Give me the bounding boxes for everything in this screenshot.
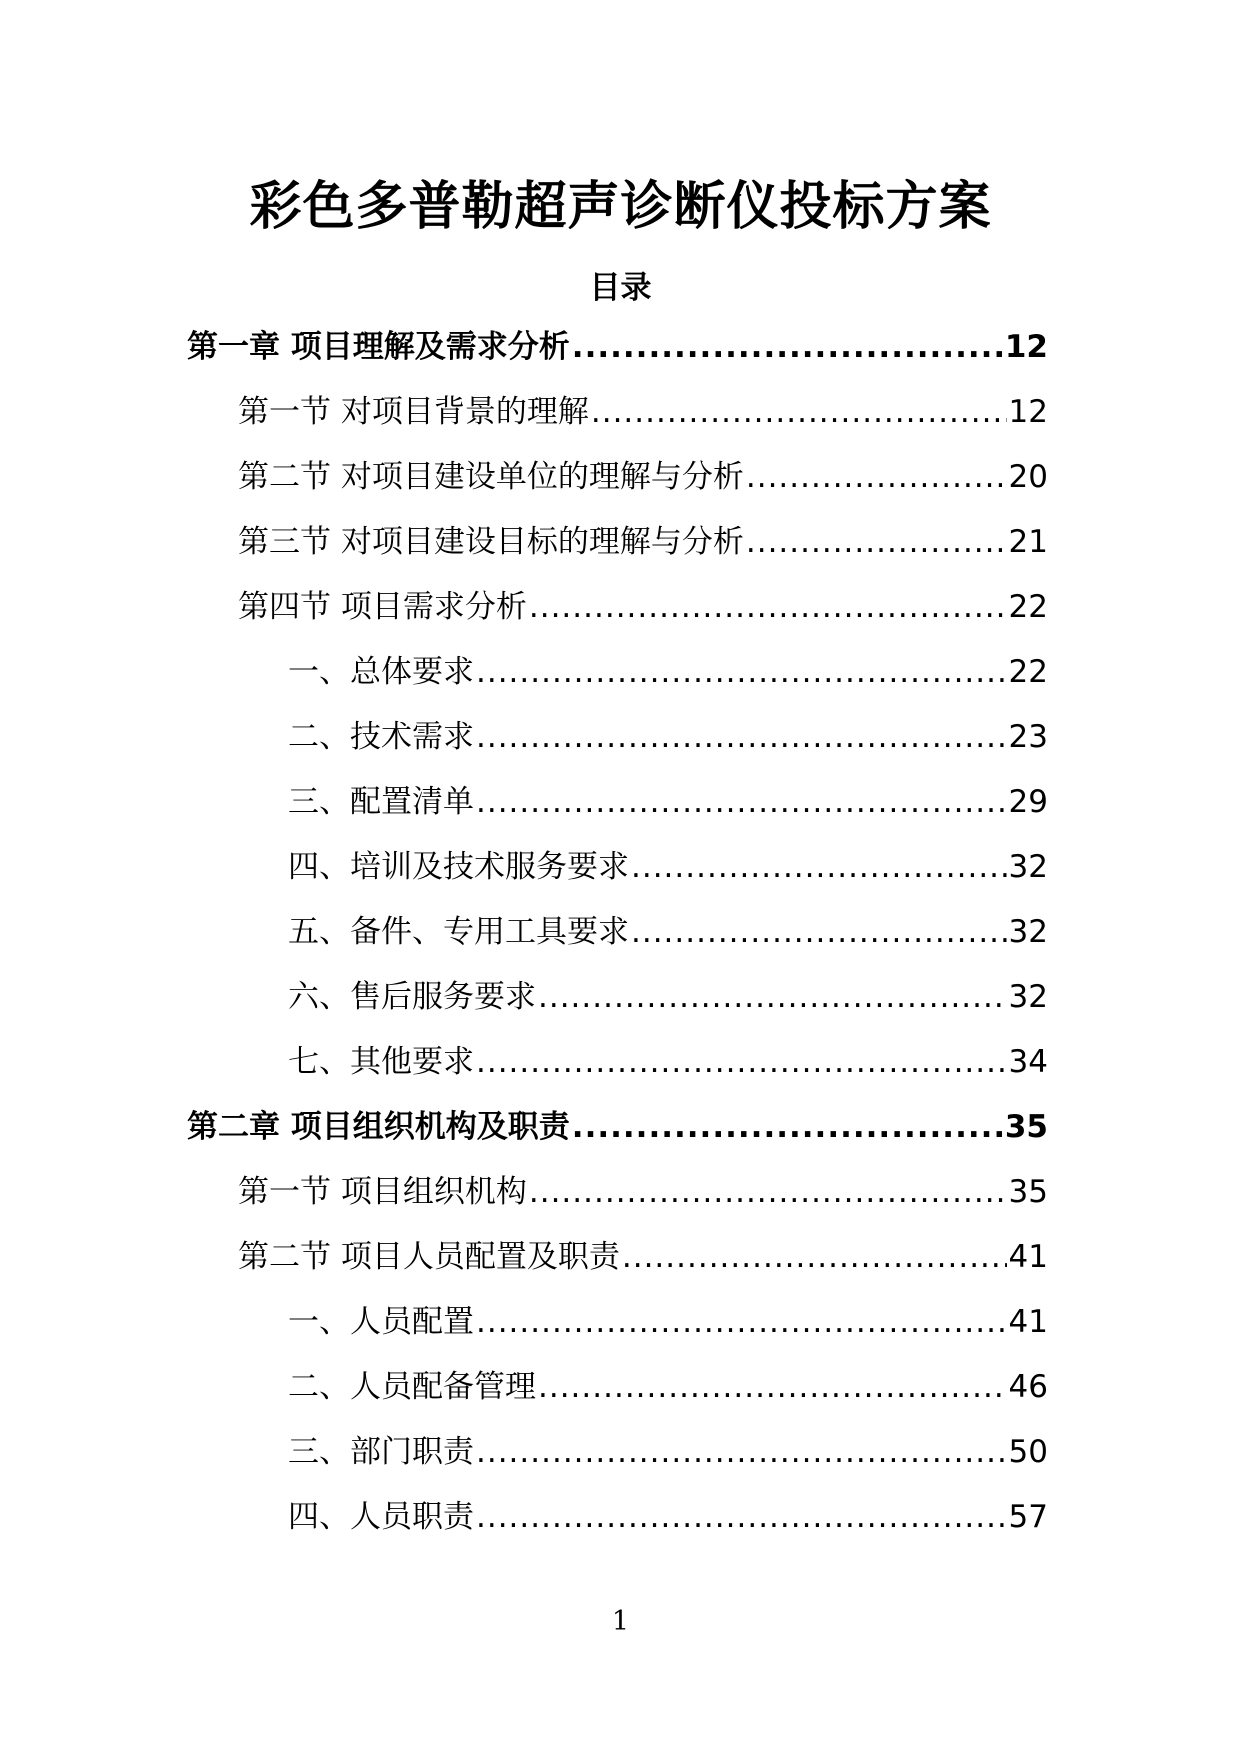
toc-entry[interactable] bbox=[238, 1170, 1048, 1214]
toc-entry-page: 32 bbox=[1008, 914, 1048, 950]
toc-dot-leader bbox=[538, 1365, 1007, 1409]
toc-entry-label: 第一章 项目理解及需求分析 bbox=[187, 329, 570, 365]
toc-entry-page: 20 bbox=[1008, 459, 1048, 495]
toc-entry-label: 第四节 项目需求分析 bbox=[238, 589, 527, 625]
toc-entry[interactable] bbox=[238, 520, 1048, 564]
toc-entry[interactable] bbox=[288, 975, 1048, 1019]
toc-entry[interactable] bbox=[288, 1300, 1048, 1344]
toc-dot-leader bbox=[529, 585, 1007, 629]
toc-entry[interactable] bbox=[288, 1365, 1048, 1409]
toc-entry-label: 二、技术需求 bbox=[288, 719, 474, 755]
toc-entry[interactable] bbox=[288, 780, 1048, 824]
toc-dot-leader bbox=[476, 715, 1007, 759]
toc-entry-label: 一、人员配置 bbox=[288, 1304, 474, 1340]
toc-entry-page: 41 bbox=[1008, 1239, 1048, 1275]
toc-entry-page: 50 bbox=[1008, 1434, 1048, 1470]
toc-entry-page: 12 bbox=[1008, 394, 1048, 430]
toc-entry-label: 三、部门职责 bbox=[288, 1434, 474, 1470]
toc-dot-leader bbox=[572, 1105, 1003, 1149]
toc-entry[interactable] bbox=[288, 1040, 1048, 1084]
toc-entry[interactable] bbox=[238, 1235, 1048, 1279]
toc-entry-label: 七、其他要求 bbox=[288, 1044, 474, 1080]
toc-entry-label: 四、人员职责 bbox=[288, 1499, 474, 1535]
toc-entry-page: 12 bbox=[1004, 329, 1048, 365]
toc-entry[interactable] bbox=[187, 1105, 1048, 1149]
toc-dot-leader bbox=[476, 1040, 1007, 1084]
toc-dot-leader bbox=[631, 845, 1007, 889]
toc-entry[interactable] bbox=[288, 1430, 1048, 1474]
toc-entry-page: 32 bbox=[1008, 849, 1048, 885]
toc-entry-page: 22 bbox=[1008, 589, 1048, 625]
toc-dot-leader bbox=[572, 325, 1003, 369]
toc-entry-label: 二、人员配备管理 bbox=[288, 1369, 536, 1405]
toc-entry-page: 34 bbox=[1008, 1044, 1048, 1080]
toc-dot-leader bbox=[476, 1430, 1007, 1474]
toc-dot-leader bbox=[746, 520, 1007, 564]
toc-entry-page: 21 bbox=[1008, 524, 1048, 560]
toc-entry-label: 三、配置清单 bbox=[288, 784, 474, 820]
toc-entry-label: 五、备件、专用工具要求 bbox=[288, 914, 629, 950]
toc-entry-label: 第三节 对项目建设目标的理解与分析 bbox=[238, 524, 744, 560]
toc-entry-label: 第一节 项目组织机构 bbox=[238, 1174, 527, 1210]
toc-entry[interactable] bbox=[288, 1495, 1048, 1539]
toc-dot-leader bbox=[476, 1495, 1007, 1539]
toc-dot-leader bbox=[476, 650, 1007, 694]
toc-entry-page: 22 bbox=[1008, 654, 1048, 690]
toc-entry-label: 六、售后服务要求 bbox=[288, 979, 536, 1015]
toc-entry-page: 35 bbox=[1004, 1109, 1048, 1145]
toc-dot-leader bbox=[631, 910, 1007, 954]
toc-entry-page: 35 bbox=[1008, 1174, 1048, 1210]
toc-entry-label: 一、总体要求 bbox=[288, 654, 474, 690]
toc-dot-leader bbox=[746, 455, 1007, 499]
toc-dot-leader bbox=[476, 780, 1007, 824]
toc-entry[interactable] bbox=[238, 455, 1048, 499]
toc-entry-page: 46 bbox=[1008, 1369, 1048, 1405]
toc-entry-label: 第二章 项目组织机构及职责 bbox=[187, 1109, 570, 1145]
toc-dot-leader bbox=[591, 390, 1007, 434]
page-number: 1 bbox=[611, 1606, 630, 1637]
toc-entry[interactable] bbox=[288, 715, 1048, 759]
document-title: 彩色多普勒超声诊断仪投标方案 bbox=[249, 177, 992, 237]
toc-entry-page: 41 bbox=[1008, 1304, 1048, 1340]
toc-entry-page: 32 bbox=[1008, 979, 1048, 1015]
toc-entry-page: 29 bbox=[1008, 784, 1048, 820]
toc-entry-label: 第二节 对项目建设单位的理解与分析 bbox=[238, 459, 744, 495]
toc-entry-label: 第一节 对项目背景的理解 bbox=[238, 394, 589, 430]
toc-dot-leader bbox=[529, 1170, 1007, 1214]
toc-heading: 目录 bbox=[589, 270, 652, 306]
toc-entry[interactable] bbox=[238, 390, 1048, 434]
toc-entry-page: 23 bbox=[1008, 719, 1048, 755]
toc-entry-label: 第二节 项目人员配置及职责 bbox=[238, 1239, 620, 1275]
toc-dot-leader bbox=[476, 1300, 1007, 1344]
toc-entry[interactable] bbox=[187, 325, 1048, 369]
toc-dot-leader bbox=[622, 1235, 1007, 1279]
toc-entry[interactable] bbox=[238, 585, 1048, 629]
toc-entry-page: 57 bbox=[1008, 1499, 1048, 1535]
toc-entry[interactable] bbox=[288, 845, 1048, 889]
toc-entry-label: 四、培训及技术服务要求 bbox=[288, 849, 629, 885]
toc-dot-leader bbox=[538, 975, 1007, 1019]
toc-entry[interactable] bbox=[288, 650, 1048, 694]
toc-entry[interactable] bbox=[288, 910, 1048, 954]
